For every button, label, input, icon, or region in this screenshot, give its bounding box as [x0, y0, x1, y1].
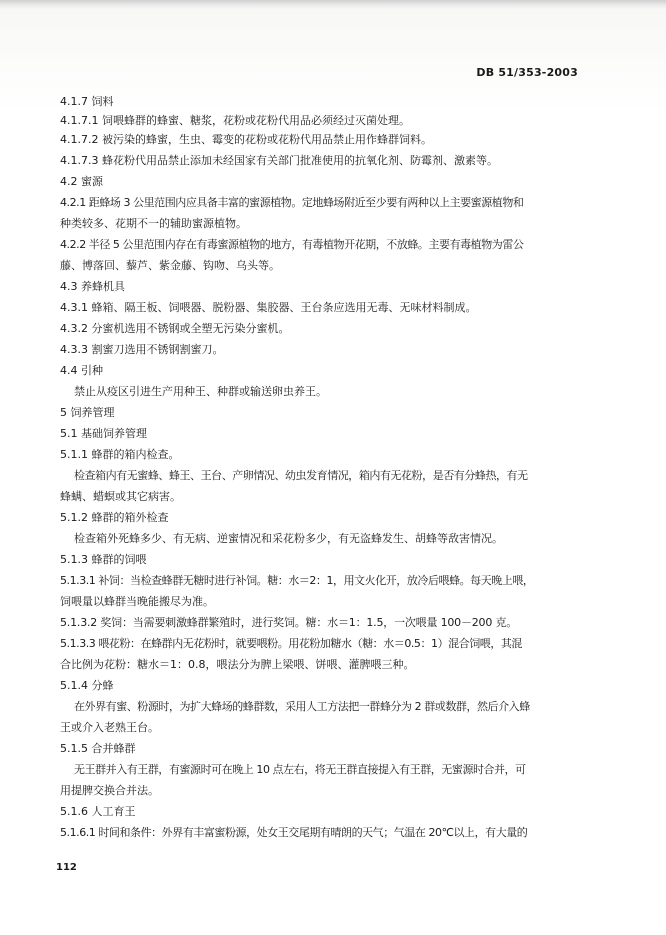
paragraph-line: 在外界有蜜、粉源时，为扩大蜂场的蜂群数，采用人工方法把一群蜂分为 2 群或数群，然后介入蜂 — [74, 700, 530, 713]
clause-continuation: 饲喂量以蜂群当晚能搬尽为准。 — [60, 595, 214, 608]
clause-line: 4.1.7.3 蜂花粉代用品禁止添加未经国家有关部门批准使用的抗氧化剂、防霉剂、激素等。 — [60, 154, 498, 167]
section-heading: 5.1.2 蜂群的箱外检查 — [60, 511, 169, 524]
page-number: 112 — [56, 862, 77, 873]
clause-line: 4.1.7.1 饲喂蜂群的蜂蜜、糖浆，花粉或花粉代用品必须经过灭菌处理。 — [60, 114, 410, 127]
section-heading: 4.1.7 饲料 — [60, 95, 114, 108]
paragraph-line: 检查箱内有无蜜蜂、蜂王、王台、产卵情况、幼虫发育情况，箱内有无花粉，是否有分蜂热，有无 — [74, 469, 528, 482]
section-heading: 5.1.5 合并蜂群 — [60, 742, 136, 755]
paragraph-continuation: 用提脾交换合并法。 — [60, 784, 159, 797]
clause-line: 4.3.2 分蜜机选用不锈钢或全塑无污染分蜜机。 — [60, 322, 290, 335]
clause-line: 4.3.3 割蜜刀选用不锈钢割蜜刀。 — [60, 343, 224, 356]
paragraph-line: 检查箱外死蜂多少、有无病、逆蜜情况和采花粉多少，有无盗蜂发生、胡蜂等敌害情况。 — [74, 532, 503, 545]
paragraph-line: 禁止从疫区引进生产用种王、种群或输送卵虫养王。 — [74, 385, 327, 398]
clause-line: 5.1.3.2 奖饲：当需要刺激蜂群繁殖时，进行奖饲。糖：水＝1：1.5，一次喂量 100－200 克。 — [60, 616, 518, 629]
clause-line: 4.2.1 距蜂场 3 公里范围内应具备丰富的蜜源植物。定地蜂场附近至少要有两种以上主要蜜源植物和 — [60, 196, 524, 209]
section-heading: 5.1.3 蜂群的饲喂 — [60, 553, 147, 566]
clause-continuation: 藤、博落回、藜芦、紫金藤、钩吻、乌头等。 — [60, 259, 280, 272]
section-heading: 5.1.4 分蜂 — [60, 679, 114, 692]
clause-continuation: 合比例为花粉：糖水＝1：0.8，喂法分为脾上梁喂、饼喂、灌脾喂三种。 — [60, 658, 415, 671]
clause-line: 4.3.1 蜂箱、隔王板、饲喂器、脱粉器、集胶器、王台条应选用无毒、无味材料制成。 — [60, 301, 477, 314]
standard-code: DB 51/353-2003 — [476, 66, 578, 79]
chapter-heading: 5 饲养管理 — [60, 406, 115, 419]
section-heading: 4.2 蜜源 — [60, 175, 103, 188]
section-heading: 4.3 养蜂机具 — [60, 280, 125, 293]
section-heading: 4.4 引种 — [60, 364, 103, 377]
section-heading: 5.1 基础饲养管理 — [60, 427, 147, 440]
section-heading: 5.1.1 蜂群的箱内检查。 — [60, 448, 180, 461]
clause-line: 4.2.2 半径 5 公里范围内存在有毒蜜源植物的地方，有毒植物开花期，不放蜂。主要有毒植物为雷公 — [60, 238, 524, 251]
clause-line: 5.1.3.3 喂花粉：在蜂群内无花粉时，就要喂粉。用花粉加糖水（糖：水＝0.5：1）混合饲喂，其混 — [60, 637, 522, 650]
clause-continuation: 种类较多、花期不一的辅助蜜源植物。 — [60, 217, 247, 230]
section-heading: 5.1.6 人工育王 — [60, 805, 136, 818]
clause-line: 5.1.3.1 补饲：当检查蜂群无糖时进行补饲。糖：水＝2：1，用文火化开，放冷后喂蜂。每天晚上喂， — [60, 574, 534, 587]
scan-edge-shadow — [0, 0, 666, 9]
clause-line: 5.1.6.1 时间和条件：外界有丰富蜜粉源，处女王交尾期有晴朗的天气；气温在 20℃以上，有大量的 — [60, 826, 528, 839]
paragraph-line: 无王群并入有王群，有蜜源时可在晚上 10 点左右，将无王群直接提入有王群，无蜜源时合并，可 — [74, 763, 526, 776]
paragraph-continuation: 蜂螨、蜡螟或其它病害。 — [60, 490, 181, 503]
clause-line: 4.1.7.2 被污染的蜂蜜，生虫、霉变的花粉或花粉代用品禁止用作蜂群饲料。 — [60, 133, 432, 146]
paragraph-continuation: 王或介入老熟王台。 — [60, 721, 159, 734]
